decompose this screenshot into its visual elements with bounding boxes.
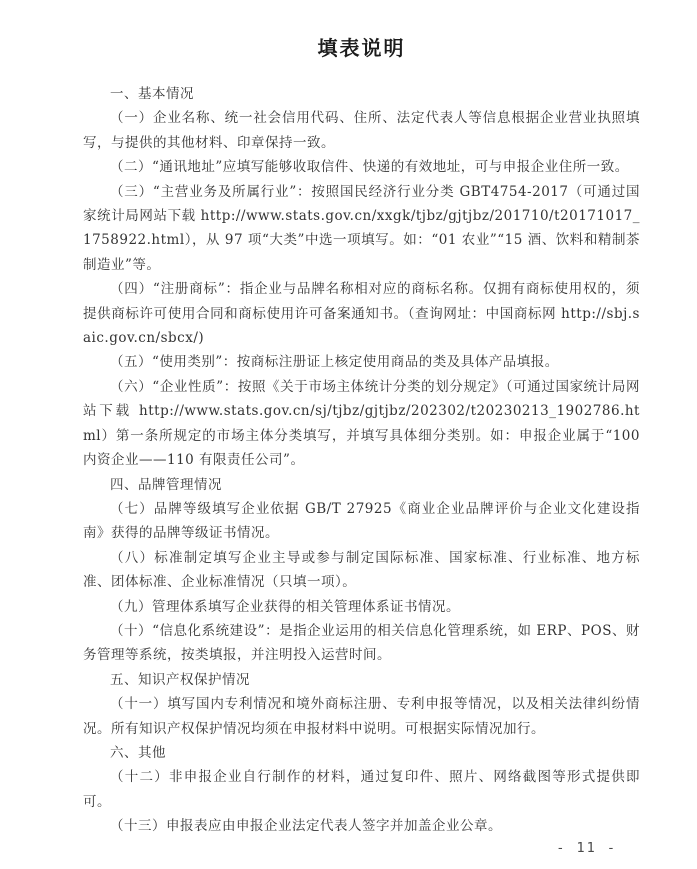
section-heading: 四、品牌管理情况 [110, 476, 222, 493]
paragraph-item-5: （五）“使用类别”：按商标注册证上核定使用商品的类及具体产品填报。 [110, 354, 559, 371]
section-ip-protection [83, 668, 640, 741]
paragraph-item-1: （一）企业名称、统一社会信用代码、住所、法定代表人等信息根据企业营业执照填写，与提供的其他材料、印章保持一致。 [83, 110, 640, 151]
paragraph-item-11: （十一）填写国内专利情况和境外商标注册、专利申报等情况，以及相关法律纠纷情况。所有知识产权保护情况均须在申报材料中说明。可根据实际情况加行。 [83, 696, 640, 737]
page-number: - 11 - [556, 840, 617, 856]
section-heading: 五、知识产权保护情况 [110, 671, 250, 688]
paragraph-item-10: （十）“信息化系统建设”：是指企业运用的相关信息化管理系统，如 ERP、POS、财务管理等系统，按类填报，并注明投入运营时间。 [83, 622, 640, 664]
section-brand-management [83, 473, 640, 668]
paragraph-item-6: （六）“企业性质”：按照《关于市场主体统计分类的划分规定》（可通过国家统计局网站下载 http://www.stats.gov.cn/sj/tjbz/gjtjbz/202302/t20230213_1902786.html）第一条所规定的市场主体分类填写，并填写具体细分类别。如：申报企业属于“100 内资企业——110 有限责任公司”。 [83, 378, 640, 469]
paragraph-item-7: （七）品牌等级填写企业依据 GB/T 27925《商业企业品牌评价与企业文化建设指南》获得的品牌等级证书情况。 [83, 500, 640, 542]
paragraph-item-8: （八）标准制定填写企业主导或参与制定国际标准、国家标准、行业标准、地方标准、团体标准、企业标准情况（只填一项）。 [83, 549, 640, 591]
paragraph-item-4: （四）“注册商标”：指企业与品牌名称相对应的商标名称。仅拥有商标使用权的，须提供商标许可使用合同和商标使用许可备案通知书。（查询网址：中国商标网 http://sbj.saic.gov.cn/sbcx/) [83, 281, 640, 347]
page-title: 填表说明 [317, 36, 406, 60]
section-other [83, 741, 640, 839]
paragraph-item-3: （三）“主营业务及所属行业”：按照国民经济行业分类 GBT4754-2017（可通过国家统计局网站下载 http://www.stats.gov.cn/xxgk/tjbz/gjtjbz/201710/t20171017_1758922.html），从 97 项“大类”中选一项填写。如：“01 农业”“15 酒、饮料和精制茶制造业”等。 [83, 183, 640, 273]
paragraph-item-13: （十三）申报表应由申报企业法定代表人签字并加盖企业公章。 [110, 818, 502, 835]
paragraph-item-2: （二）“通讯地址”应填写能够收取信件、快递的有效地址，可与申报企业住所一致。 [110, 159, 629, 176]
paragraph-item-12: （十二）非申报企业自行制作的材料，通过复印件、照片、网络截图等形式提供即可。 [83, 769, 640, 810]
section-basic-info [83, 82, 640, 473]
paragraph-item-9: （九）管理体系填写企业获得的相关管理体系证书情况。 [110, 598, 460, 615]
document-content [83, 32, 640, 839]
section-heading: 六、其他 [110, 744, 166, 761]
section-heading: 一、基本情况 [110, 86, 194, 102]
